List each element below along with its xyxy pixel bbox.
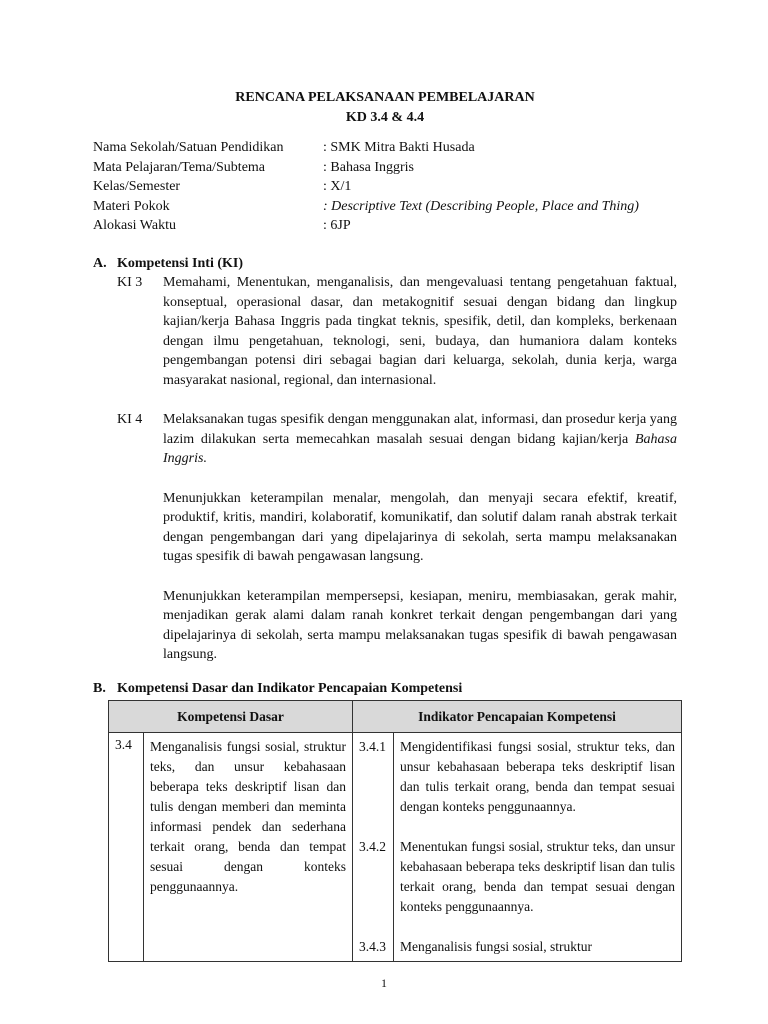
document-title: RENCANA PELAKSANAAN PEMBELAJARAN (235, 90, 535, 105)
indicator-text: Menentukan fungsi sosial, struktur teks, dan unsur kebahasaan beberapa teks deskriptif lisan dan tulis terkait orang, benda dan tempat sesuai dengan konteks penggunaannya. (394, 833, 682, 933)
ki4-paragraph-1: Melaksanakan tugas spesifik dengan menggunakan alat, informasi, dan prosedur kerja yang lazim dilakukan serta memecahkan masalah sesuai dengan bidang kajian/kerja Bahasa Inggris. (163, 412, 677, 467)
header-kompetensi-dasar: Kompetensi Dasar (109, 701, 353, 733)
info-value: : X/1 (323, 179, 352, 194)
info-value: : Bahasa Inggris (323, 159, 414, 175)
indicator-code: 3.4.1 (353, 733, 394, 834)
table-header-row (109, 701, 682, 733)
ki3-code: KI 3 (117, 275, 143, 291)
ki4-code: KI 4 (117, 412, 143, 428)
kd-text: Menganalisis fungsi sosial, struktur teks, dan unsur kebahasaan beberapa teks deskriptif lisan dan tulis dengan memberi dan meminta informasi pendek dan sederhana terkait orang, benda dan tempat sesuai dengan konteks penggunaannya. (144, 733, 353, 962)
header-indikator: Indikator Pencapaian Kompetensi (353, 701, 682, 733)
info-label: Materi Pokok (93, 198, 170, 214)
info-row (93, 177, 683, 197)
info-value: : Descriptive Text (Describing People, Place and Thing) (323, 198, 639, 214)
info-label: Alokasi Waktu (93, 218, 176, 233)
competency-table (108, 700, 682, 962)
info-value: : 6JP (323, 218, 351, 233)
info-value: : SMK Mitra Bakti Husada (323, 140, 475, 155)
section-b-heading: B. Kompetensi Dasar dan Indikator Pencapaian Kompetensi (93, 680, 463, 696)
ki3-block (117, 273, 677, 410)
page-number: 1 (381, 976, 387, 991)
ki4-block (117, 410, 677, 684)
info-label: Kelas/Semester (93, 179, 181, 194)
table-row (109, 733, 682, 834)
document-subtitle: KD 3.4 & 4.4 (345, 109, 425, 125)
indicator-code: 3.4.3 (353, 933, 394, 962)
info-row (93, 158, 683, 178)
indicator-code: 3.4.2 (353, 833, 394, 933)
info-row (93, 216, 683, 236)
section-a-heading: A. Kompetensi Inti (KI) (93, 255, 243, 271)
identity-block (93, 138, 683, 236)
kd-code: 3.4 (109, 733, 144, 962)
indicator-text: Mengidentifikasi fungsi sosial, struktur teks, dan unsur kebahasaan beberapa teks deskriptif lisan dan tulis terkait orang, benda dan tempat sesuai dengan konteks penggunaannya. (394, 733, 682, 834)
ki4-paragraph-3: Menunjukkan keterampilan mempersepsi, kesiapan, meniru, membiasakan, gerak mahir, menjadikan gerak alami dalam ranah konkret terkait dengan pengembangan dari yang dipelajarinya di sekolah, serta mampu melaksanakan tugas spesifik di bawah pengawasan langsung. (163, 588, 677, 663)
info-row (93, 138, 683, 158)
ki3-text: Memahami, Menentukan, menganalisis, dan mengevaluasi tentang pengetahuan faktual, konseptual, operasional dasar, dan metakognitif sesuai dengan bidang dan lingkup kajian/kerja Bahasa Inggris pada tingkat teknis, spesifik, detil, dan kompleks, berkenaan dengan ilmu pengetahuan, teknologi, seni, budaya, dan humaniora dalam konteks pengembangan potensi diri sebagai bagian dari keluarga, sekolah, dunia kerja, warga masyarakat nasional, regional, dan internasional. (163, 275, 677, 389)
indicator-text: Menganalisis fungsi sosial, struktur (394, 933, 682, 962)
info-row (93, 197, 683, 217)
info-label: Nama Sekolah/Satuan Pendidikan (93, 140, 284, 155)
info-label: Mata Pelajaran/Tema/Subtema (93, 159, 266, 175)
ki4-paragraph-2: Menunjukkan keterampilan menalar, mengolah, dan menyaji secara efektif, kreatif, produktif, kritis, mandiri, kolaboratif, komunikatif, dan solutif dalam ranah abstrak terkait dengan pengembangan dari yang dipelajarinya di sekolah, serta mampu melaksanakan tugas spesifik di bawah pengawasan langsung. (163, 490, 677, 565)
